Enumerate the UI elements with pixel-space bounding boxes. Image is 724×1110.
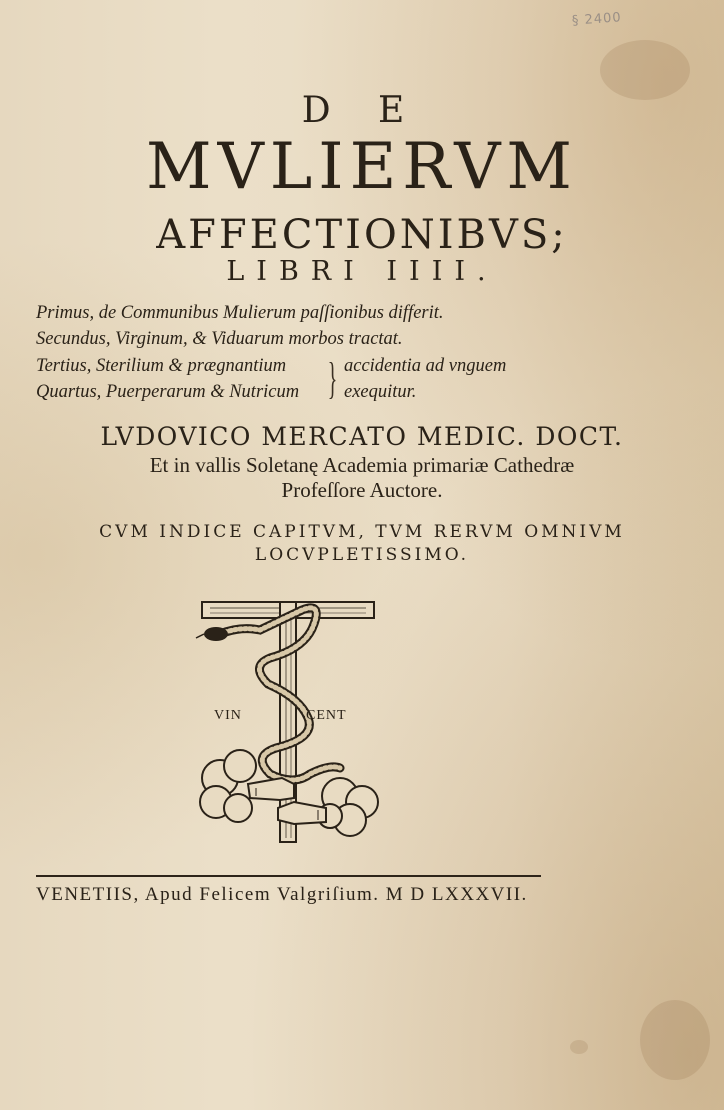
contents-line-2: Secundus, Virginum, & Viduarum morbos tractat.	[36, 329, 403, 349]
hand-right	[278, 802, 326, 824]
title-mulierum: MVLIERVM	[146, 130, 578, 204]
author-line-2: Et in vallis Soletanę Academia primariæ Cathedræ	[149, 453, 575, 477]
emblem-motto-left: VIN	[214, 708, 242, 723]
title-affectionibus: AFFECTIONIBVS;	[156, 212, 568, 258]
contents-line-4-right: exequitur.	[344, 382, 417, 402]
imprint: VENETIIS, Apud Felicem Valgriſium. M D LXXXVII.	[36, 884, 528, 905]
author-name: LVDOVICO MERCATO MEDIC. DOCT.	[100, 422, 624, 451]
emblem-motto-right: CENT	[306, 708, 347, 723]
index-line-1: CVM INDICE CAPITVM, TVM RERVM OMNIVM	[99, 522, 625, 542]
brace-glyph: }	[327, 354, 338, 403]
foxing-stain	[640, 1000, 710, 1080]
contents-line-1: Primus, de Communibus Mulierum paſſionibus differit.	[36, 303, 444, 323]
contents-line-3-right: accidentia ad vnguem	[344, 356, 507, 376]
contents-line-3: Tertius, Sterilium & prægnantium	[36, 356, 287, 376]
cloud-right	[318, 778, 378, 836]
pencil-annotation: § 2400	[571, 10, 623, 29]
hand-left	[248, 778, 294, 800]
title-de: D E	[301, 90, 423, 131]
imprint-rule	[36, 875, 541, 877]
index-line-2: LOCVPLETISSIMO.	[254, 545, 470, 565]
foxing-stain	[570, 1040, 588, 1054]
title-libri: LIBRI IIII.	[226, 256, 498, 287]
serpent-head	[204, 627, 228, 641]
author-line-3: Profeſſore Auctore.	[281, 478, 443, 502]
contents-line-4: Quartus, Puerperarum & Nutricum	[36, 382, 300, 402]
